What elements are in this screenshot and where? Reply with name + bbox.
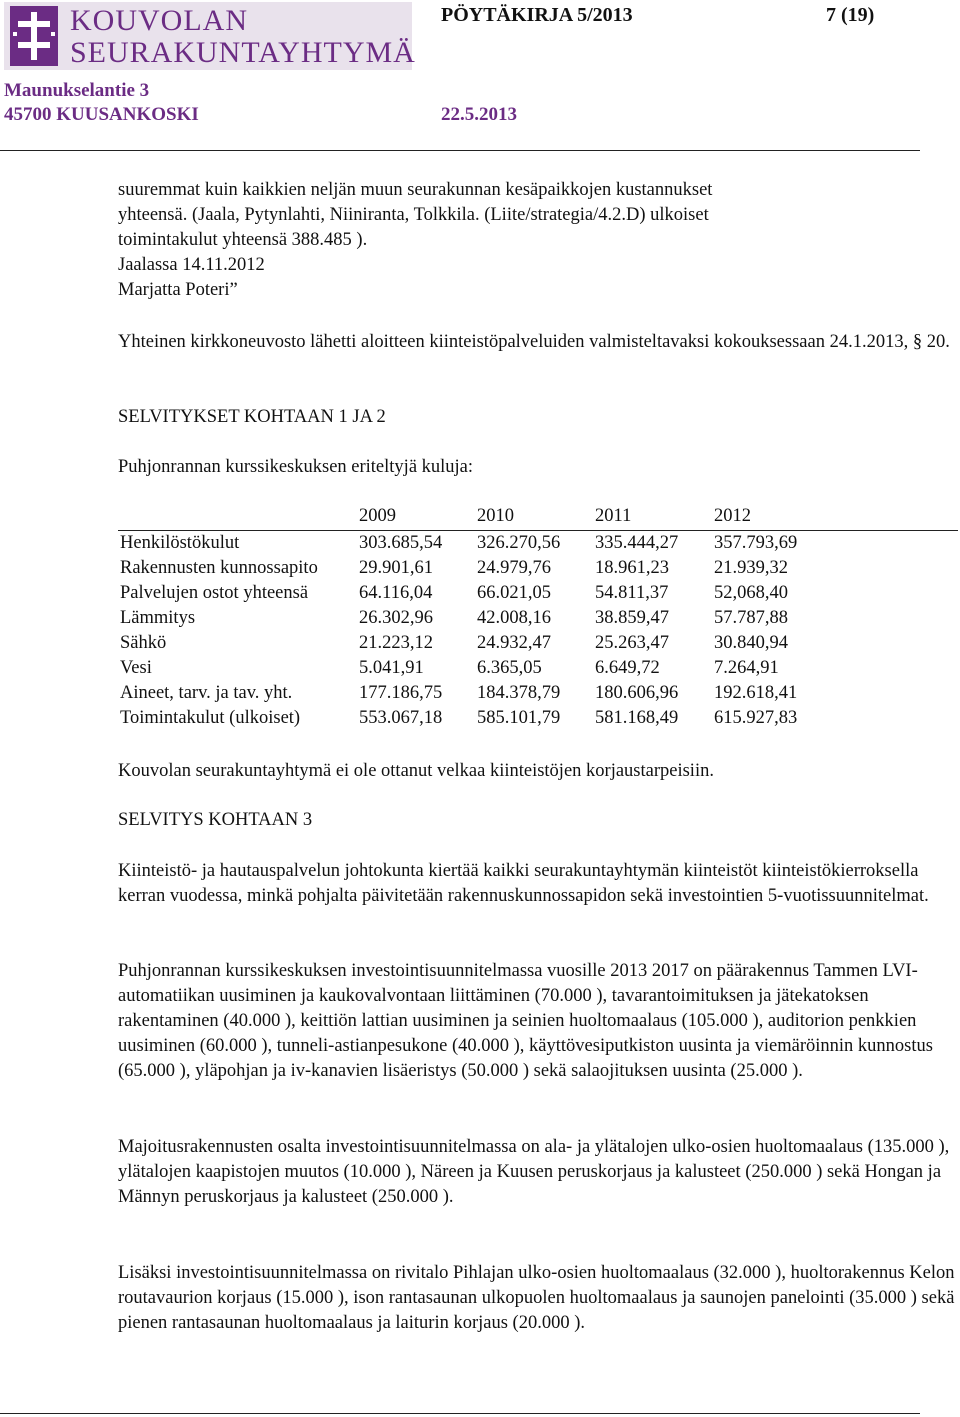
- cell-value: 57.787,88: [714, 608, 788, 628]
- year-header: 2011: [595, 506, 632, 526]
- org-name-line2: SEURAKUNTAYHTYMÄ: [70, 36, 416, 69]
- footer-rule: [0, 1413, 920, 1414]
- section-3-heading: SELVITYS KOHTAAN 3: [118, 810, 313, 830]
- cell-value: 29.901,61: [359, 558, 433, 578]
- cell-value: 180.606,96: [595, 683, 679, 703]
- lisaksi-paragraph: Lisäksi investointisuunnitelmassa on rivitalo Pihlajan ulko-osien huoltomaalaus (32.000 ), huoltorakennus Kelon routavaurion korjaus (15.000 ), ison rantasaunan ulkopuolen huoltomaalaus ja saunojen panelointi (35.000 ) sekä pienen rantasaunan huoltomaalaus ja laiturin korjaus (20.000 ).: [118, 1263, 955, 1333]
- cell-value: 184.378,79: [477, 683, 561, 703]
- cell-value: 357.793,69: [714, 533, 798, 553]
- cell-value: 326.270,56: [477, 533, 561, 553]
- board-paragraph: Yhteinen kirkkoneuvosto lähetti aloitteen kiinteistöpalveluiden valmisteltavaksi kokouksessaan 24.1.2013, § 20.: [118, 332, 950, 352]
- cell-value: 6.649,72: [595, 658, 660, 678]
- table-row: [118, 556, 958, 581]
- header-rule: [0, 150, 920, 151]
- cell-value: 192.618,41: [714, 683, 798, 703]
- intro-line: yhteensä. (Jaala, Pytynlahti, Niiniranta, Tolkkila. (Liite/strategia/4.2.D) ulkoiset: [118, 205, 709, 225]
- cell-value: 585.101,79: [477, 708, 561, 728]
- intro-line: suuremmat kuin kaikkien neljän muun seurakunnan kesäpaikkojen kustannukset: [118, 180, 713, 200]
- table-row: [118, 531, 958, 556]
- cell-value: 42.008,16: [477, 608, 551, 628]
- cell-value: 24.932,47: [477, 633, 551, 653]
- row-label: Toimintakulut (ulkoiset): [120, 708, 301, 728]
- cell-value: 6.365,05: [477, 658, 542, 678]
- cell-value: 615.927,83: [714, 708, 798, 728]
- row-label: Lämmitys: [120, 608, 196, 628]
- puhjonranta-paragraph: Puhjonrannan kurssikeskuksen investointisuunnitelmassa vuosille 2013 2017 on päärakennus Tammen LVI-automatiikan uusiminen ja kaukovalvontaan liittäminen (70.000 ), tavarantoimituksen ja jätekatoksen rakentaminen (40.000 ), keittiön lattian uusiminen ja seinien huoltomaalaus (105.000 ), auditorion penkkien uusiminen (60.000 ), tunneli-astianpesukone (40.000 ), käyttövesiputkiston uusinta ja viemäröinnin kunnostus (65.000 ), yläpohjan ja iv-kanavien lisäeristys (50.000 ) sekä salaojituksen uusinta (25.000 ).: [118, 961, 933, 1081]
- cell-value: 7.264,91: [714, 658, 779, 678]
- row-label: Rakennusten kunnossapito: [120, 558, 318, 578]
- cell-value: 52,068,40: [714, 583, 788, 603]
- costs-intro: Puhjonrannan kurssikeskuksen eriteltyjä kuluja:: [118, 457, 474, 477]
- org-name-line1: KOUVOLAN: [70, 4, 248, 37]
- no-loan-paragraph: Kouvolan seurakuntayhtymä ei ole ottanut velkaa kiinteistöjen korjaustarpeisiin.: [118, 761, 714, 781]
- cell-value: 30.840,94: [714, 633, 788, 653]
- table-row: [118, 656, 958, 681]
- row-label: Aineet, tarv. ja tav. yht.: [120, 683, 293, 703]
- cell-value: 553.067,18: [359, 708, 443, 728]
- table-row: [118, 581, 958, 606]
- cell-value: 54.811,37: [595, 583, 669, 603]
- page-number: 7 (19): [826, 4, 875, 26]
- row-label: Palvelujen ostot yhteensä: [120, 583, 309, 603]
- cell-value: 335.444,27: [595, 533, 679, 553]
- meeting-date: 22.5.2013: [441, 104, 517, 125]
- cell-value: 24.979,76: [477, 558, 551, 578]
- intro-line: toimintakulut yhteensä 388.485 ).: [118, 230, 368, 250]
- cell-value: 64.116,04: [359, 583, 433, 603]
- cell-value: 25.263,47: [595, 633, 669, 653]
- table-row: [118, 706, 958, 731]
- logo: [4, 2, 416, 70]
- row-label: Sähkö: [120, 633, 167, 653]
- cross-logo-icon: [10, 6, 58, 66]
- row-label: Henkilöstökulut: [120, 533, 240, 553]
- cell-value: 5.041,91: [359, 658, 424, 678]
- cell-value: 26.302,96: [359, 608, 433, 628]
- cell-value: 38.859,47: [595, 608, 669, 628]
- cell-value: 303.685,54: [359, 533, 443, 553]
- cell-value: 21.223,12: [359, 633, 433, 653]
- intro-line: Marjatta Poteri”: [118, 280, 238, 300]
- city-address: 45700 KUUSANKOSKI: [4, 104, 199, 125]
- year-header: 2009: [359, 506, 396, 526]
- doc-title: PÖYTÄKIRJA 5/2013: [441, 4, 633, 26]
- intro-line: Jaalassa 14.11.2012: [118, 255, 265, 275]
- inspection-paragraph: Kiinteistö- ja hautauspalvelun johtokunta kiertää kaikki seurakuntayhtymän kiinteistöt kiinteistökierroksella kerran vuodessa, minkä pohjalta päivitetään rakennuskunnossapidon sekä investointien 5-vuotissuunnitelmat.: [118, 861, 929, 906]
- cost-table: [118, 504, 958, 731]
- section-1-2-heading: SELVITYKSET KOHTAAN 1 JA 2: [118, 407, 386, 427]
- table-row: [118, 681, 958, 706]
- street-address: Maunukselantie 3: [4, 80, 150, 101]
- table-header-row: [118, 504, 958, 531]
- majoitus-paragraph: Majoitusrakennusten osalta investointisuunnitelmassa on ala- ja ylätalojen ulko-osien huoltomaalaus (135.000 ), ylätalojen kaapistojen muutos (10.000 ), Näreen ja Kuusen peruskorjaus ja kalusteet (250.000 ) sekä Hongan ja Männyn peruskorjaus ja kalusteet (250.000 ).: [118, 1137, 950, 1207]
- year-header: 2012: [714, 506, 751, 526]
- cell-value: 66.021,05: [477, 583, 551, 603]
- cell-value: 581.168,49: [595, 708, 679, 728]
- year-header: 2010: [477, 506, 514, 526]
- row-label: Vesi: [120, 658, 152, 678]
- table-row: [118, 631, 958, 656]
- cell-value: 177.186,75: [359, 683, 443, 703]
- table-row: [118, 606, 958, 631]
- intro-quote: [118, 178, 958, 303]
- cell-value: 21.939,32: [714, 558, 788, 578]
- cell-value: 18.961,23: [595, 558, 669, 578]
